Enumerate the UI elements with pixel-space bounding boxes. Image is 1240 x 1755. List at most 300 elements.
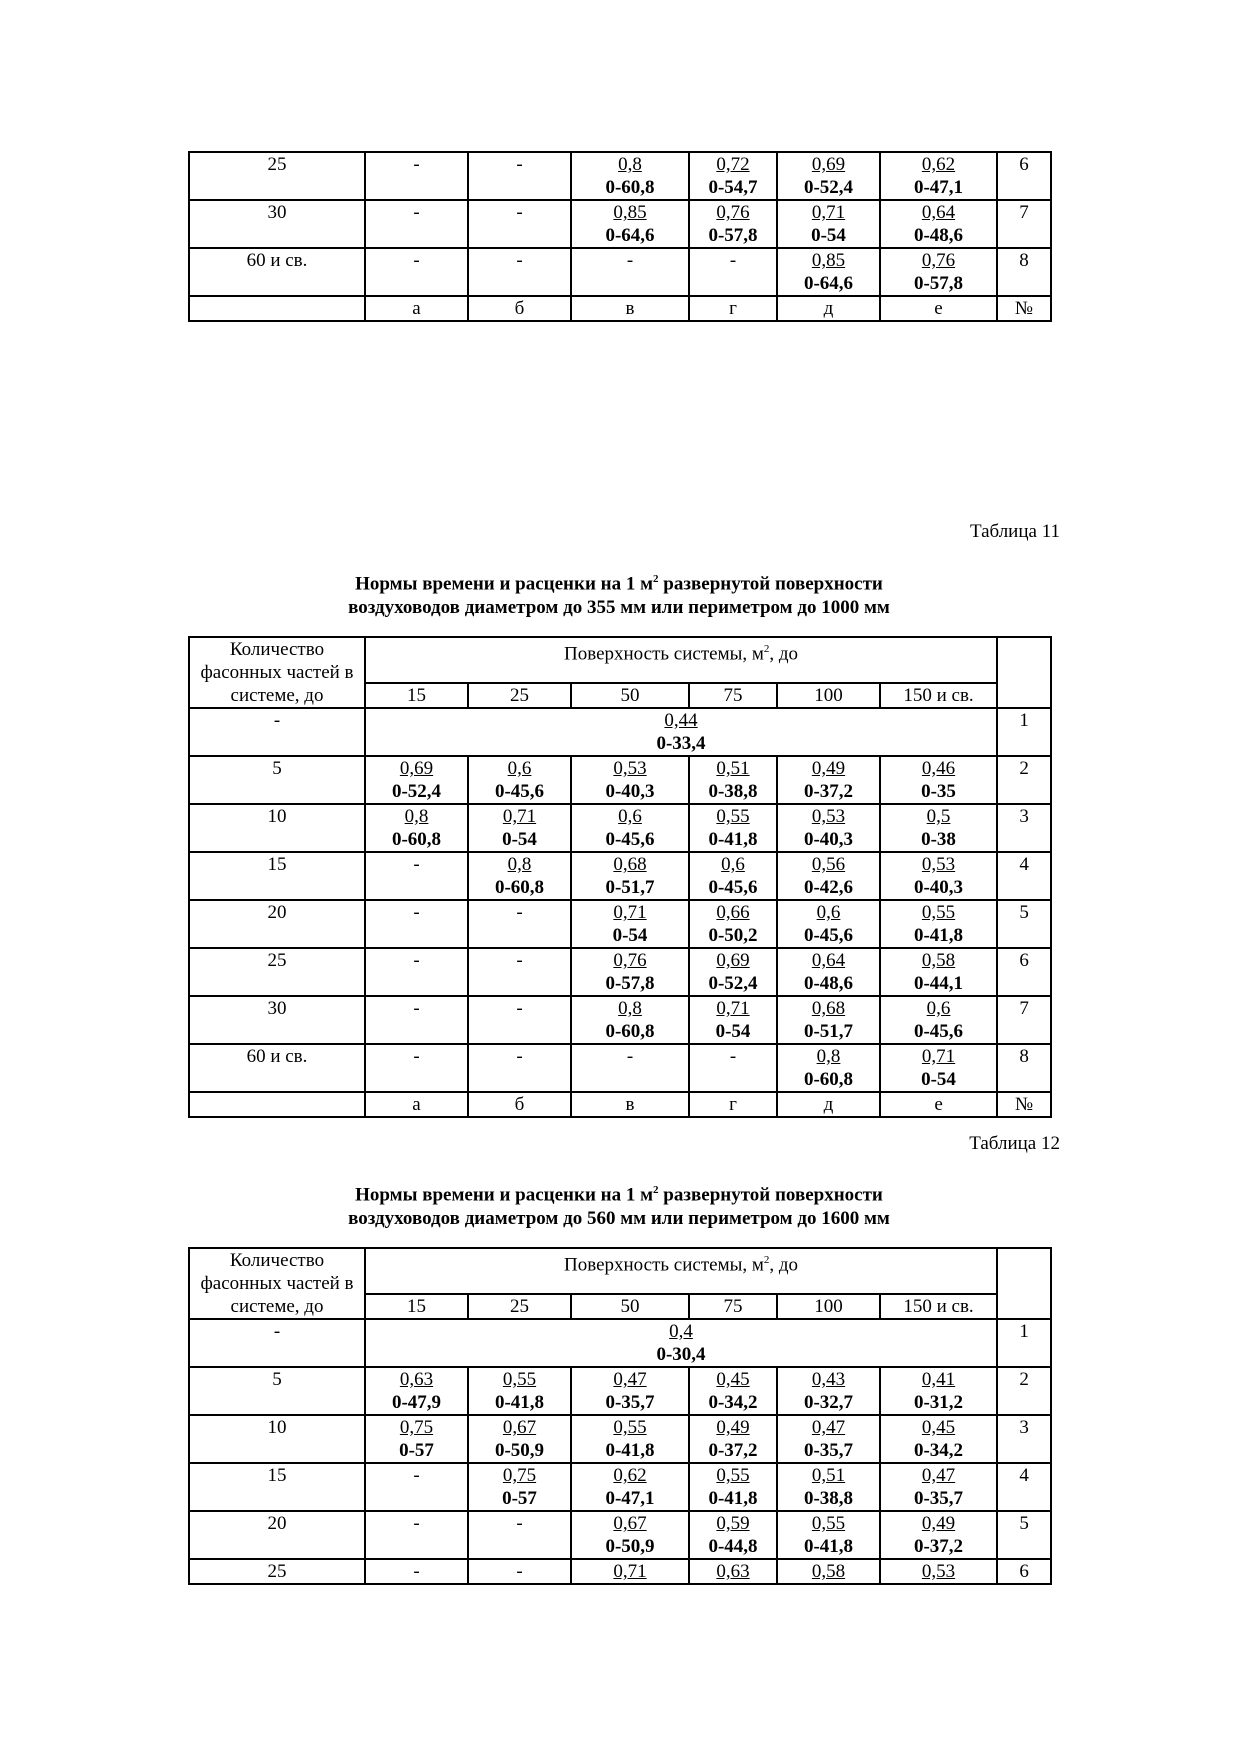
row-label: 60 и св. — [189, 1044, 365, 1092]
table-cell — [777, 804, 880, 852]
header-surface-sup: 2 — [763, 643, 770, 655]
table-11-caption: Таблица 11 — [969, 521, 1060, 542]
table-cell — [571, 996, 689, 1044]
rate-value: 0-54 — [921, 1069, 956, 1090]
table-row — [189, 996, 1051, 1044]
cell-dash: - — [626, 1046, 634, 1067]
rate-value: 0-48,6 — [913, 225, 964, 246]
rate-value: 0-57 — [399, 1440, 434, 1461]
cell-dash: - — [413, 854, 420, 875]
cell-dash: - — [516, 950, 523, 971]
column-letter: в — [571, 1092, 689, 1117]
column-letter: г — [689, 296, 777, 321]
column-letter: д — [777, 1092, 880, 1117]
cell-dash: - — [516, 250, 523, 271]
norm-time-value: 0,55 — [716, 1465, 750, 1486]
row-number: 8 — [997, 248, 1051, 296]
rate-value: 0-54,7 — [708, 177, 758, 198]
column-letter: е — [880, 296, 997, 321]
table-cell — [468, 948, 571, 996]
cell-dash: - — [413, 202, 420, 223]
rate-value: 0-45,6 — [913, 1021, 964, 1042]
norm-time-value: 0,63 — [399, 1369, 434, 1390]
norm-time-value: 0,53 — [921, 854, 956, 875]
rate-value: 0-50,9 — [605, 1536, 655, 1557]
surface-size: 25 — [468, 683, 571, 708]
rate-value: 0-52,4 — [803, 177, 854, 198]
norm-time-value: 0,44 — [664, 710, 698, 731]
norm-time-value: 0,72 — [716, 154, 750, 175]
cell-dash: - — [413, 1046, 420, 1067]
rate-value: 0-44,8 — [708, 1536, 758, 1557]
norm-time-value: 0,71 — [716, 998, 750, 1019]
rate-value: 0-35 — [921, 781, 956, 802]
rate-value: 0-54 — [502, 829, 537, 850]
rate-value: 0-54 — [612, 925, 648, 946]
norm-time-value: 0,75 — [502, 1465, 537, 1486]
table-cell — [468, 1415, 571, 1463]
rate-value: 0-34,2 — [913, 1440, 964, 1461]
column-letter: а — [365, 296, 468, 321]
row-number: 1 — [997, 708, 1051, 756]
table-cell — [880, 248, 997, 296]
norm-time-value: 0,53 — [811, 806, 846, 827]
table-row — [189, 804, 1051, 852]
table-cell — [689, 900, 777, 948]
rate-value: 0-34,2 — [708, 1392, 758, 1413]
table-cell — [689, 200, 777, 248]
table-12-caption: Таблица 12 — [969, 1133, 1060, 1154]
table-cell — [880, 200, 997, 248]
header-surface-suffix: , до — [769, 1254, 799, 1276]
table-cell — [777, 152, 880, 200]
table-cell — [365, 900, 468, 948]
rate-value: 0-57 — [502, 1488, 537, 1509]
cell-dash: - — [413, 1513, 420, 1534]
table-cell — [777, 1511, 880, 1559]
table-cell — [777, 1044, 880, 1092]
rate-value: 0-45,6 — [803, 925, 854, 946]
table-cell — [365, 248, 468, 296]
rate-value: 0-45,6 — [605, 829, 655, 850]
row-number: 7 — [997, 200, 1051, 248]
cell-dash: - — [516, 154, 523, 175]
norm-time-value: 0,46 — [921, 758, 956, 779]
table-cell — [468, 1044, 571, 1092]
norm-time-value: 0,85 — [811, 250, 846, 271]
surface-size: 75 — [689, 1294, 777, 1319]
row-number: 2 — [997, 1367, 1051, 1415]
row-number: 3 — [997, 804, 1051, 852]
rate-value: 0-64,6 — [803, 273, 854, 294]
norm-time-value: 0,53 — [613, 758, 647, 779]
table-cell — [880, 1367, 997, 1415]
rate-value: 0-50,2 — [708, 925, 758, 946]
column-letter: № — [997, 1092, 1051, 1117]
row-label: 60 и св. — [189, 248, 365, 296]
table-cell — [571, 900, 689, 948]
norm-time-value: 0,85 — [613, 202, 647, 223]
rate-value: 0-41,8 — [708, 1488, 758, 1509]
rate-value: 0-37,2 — [803, 781, 854, 802]
norm-time-value: 0,6 — [618, 806, 642, 827]
table-cell — [365, 1559, 468, 1584]
norm-time-value: 0,76 — [716, 202, 750, 223]
rate-value: 0-57,8 — [913, 273, 964, 294]
rate-value: 0-44,1 — [913, 973, 964, 994]
table-cell — [571, 248, 689, 296]
norm-time-value: 0,53 — [921, 1561, 956, 1582]
table-cell-span — [365, 708, 997, 756]
column-letter: № — [997, 296, 1051, 321]
column-letters-row — [189, 1092, 1051, 1117]
row-number: 4 — [997, 852, 1051, 900]
table-cell — [880, 756, 997, 804]
row-label: 20 — [189, 1511, 365, 1559]
table-12-title-sup: 2 — [653, 1184, 659, 1196]
table-cell — [365, 948, 468, 996]
norm-time-value: 0,71 — [502, 806, 537, 827]
table-cell — [468, 852, 571, 900]
row-number: 5 — [997, 900, 1051, 948]
norm-time-value: 0,71 — [613, 902, 647, 923]
table-cell — [571, 948, 689, 996]
norm-time-value: 0,69 — [399, 758, 434, 779]
cell-dash: - — [413, 1465, 420, 1486]
rate-value: 0-52,4 — [391, 781, 442, 802]
rate-value: 0-37,2 — [708, 1440, 758, 1461]
norm-time-value: 0,49 — [811, 758, 846, 779]
table-cell — [777, 1559, 880, 1584]
rate-value: 0-47,9 — [391, 1392, 442, 1413]
norm-time-value: 0,47 — [921, 1465, 956, 1486]
norm-time-value: 0,8 — [404, 806, 429, 827]
table-cell — [880, 948, 997, 996]
surface-size: 150 и св. — [880, 1294, 997, 1319]
row-label: 20 — [189, 900, 365, 948]
norm-time-value: 0,55 — [502, 1369, 537, 1390]
norm-time-value: 0,6 — [507, 758, 532, 779]
table-11-title-part1: Нормы времени и расценки на 1 м — [355, 573, 654, 595]
norm-time-value: 0,71 — [613, 1561, 647, 1582]
table-cell — [689, 152, 777, 200]
table-cell — [689, 1367, 777, 1415]
rate-value: 0-41,8 — [605, 1440, 655, 1461]
table-cell — [468, 200, 571, 248]
cell-dash: - — [413, 1561, 420, 1582]
table-cell — [571, 1511, 689, 1559]
rate-value: 0-51,7 — [803, 1021, 854, 1042]
rate-value: 0-60,8 — [605, 1021, 655, 1042]
column-letter: б — [468, 1092, 571, 1117]
letter-empty — [189, 296, 365, 321]
rate-value: 0-41,8 — [913, 925, 964, 946]
table-11-body — [189, 637, 1051, 1117]
rate-value: 0-60,8 — [605, 177, 655, 198]
rate-value: 0-47,1 — [605, 1488, 655, 1509]
rate-value: 0-35,7 — [913, 1488, 964, 1509]
column-letter: г — [689, 1092, 777, 1117]
table-12 — [188, 1247, 1052, 1585]
norm-time-value: 0,47 — [811, 1417, 846, 1438]
table-cell — [468, 756, 571, 804]
table-cell — [365, 200, 468, 248]
norm-time-value: 0,69 — [811, 154, 846, 175]
table-cell — [571, 152, 689, 200]
norm-time-value: 0,62 — [613, 1465, 647, 1486]
rate-value: 0-42,6 — [803, 877, 854, 898]
norm-time-value: 0,8 — [816, 1046, 841, 1067]
rate-value: 0-64,6 — [605, 225, 655, 246]
row-number: 5 — [997, 1511, 1051, 1559]
table-cell — [880, 1463, 997, 1511]
norm-time-value: 0,8 — [618, 998, 642, 1019]
norm-time-value: 0,75 — [399, 1417, 434, 1438]
norm-time-value: 0,45 — [921, 1417, 956, 1438]
row-label: 30 — [189, 996, 365, 1044]
cell-dash: - — [516, 1046, 523, 1067]
cell-dash: - — [516, 202, 523, 223]
table-row — [189, 852, 1051, 900]
surface-size: 50 — [571, 1294, 689, 1319]
cell-dash: - — [516, 1561, 523, 1582]
surface-size: 75 — [689, 683, 777, 708]
table-cell — [777, 900, 880, 948]
table-cell — [777, 1463, 880, 1511]
table-row-all-sizes — [189, 1319, 1051, 1367]
table-cell — [571, 756, 689, 804]
table-11-header-row — [189, 637, 1051, 683]
rate-value: 0-40,3 — [605, 781, 655, 802]
table-cell — [689, 804, 777, 852]
rate-value: 0-37,2 — [913, 1536, 964, 1557]
norm-time-value: 0,55 — [716, 806, 750, 827]
table-11-title-line2: воздуховодов диаметром до 355 мм или периметром до 1000 мм — [348, 597, 890, 619]
norm-time-value: 0,58 — [811, 1561, 846, 1582]
table-cell — [689, 1559, 777, 1584]
table-cell — [880, 996, 997, 1044]
norm-time-value: 0,41 — [921, 1369, 956, 1390]
table-12-title-part2: развернутой поверхности — [658, 1184, 883, 1206]
table-row — [189, 1559, 1051, 1584]
table-cell — [880, 900, 997, 948]
header-surface — [365, 637, 997, 683]
table-row — [189, 1415, 1051, 1463]
table-cell — [777, 200, 880, 248]
table-cell — [468, 248, 571, 296]
header-surface-suffix: , до — [769, 643, 799, 665]
column-letter: а — [365, 1092, 468, 1117]
cell-dash: - — [729, 1046, 737, 1067]
row-label: 15 — [189, 852, 365, 900]
header-num-empty — [997, 1248, 1051, 1319]
table-cell — [689, 1463, 777, 1511]
norm-time-value: 0,51 — [716, 758, 750, 779]
table-cell — [365, 804, 468, 852]
table-11-title-part2: развернутой поверхности — [658, 573, 883, 595]
header-surface-sup: 2 — [763, 1254, 770, 1266]
table-12-title-line2: воздуховодов диаметром до 560 мм или периметром до 1600 мм — [348, 1208, 890, 1230]
norm-time-value: 0,49 — [716, 1417, 750, 1438]
norm-time-value: 0,55 — [811, 1513, 846, 1534]
norm-time-value: 0,49 — [921, 1513, 956, 1534]
row-label: 25 — [189, 1559, 365, 1584]
table-row — [189, 152, 1051, 200]
table-cell — [571, 1559, 689, 1584]
cell-dash: - — [516, 1513, 523, 1534]
norm-time-value: 0,47 — [613, 1369, 647, 1390]
table-cell — [468, 1559, 571, 1584]
table-cell — [689, 1044, 777, 1092]
rate-value: 0-41,8 — [708, 829, 758, 850]
table-cell — [777, 1367, 880, 1415]
table-cell — [777, 1415, 880, 1463]
table-row — [189, 200, 1051, 248]
cell-dash: - — [729, 250, 737, 271]
rate-value: 0-32,7 — [803, 1392, 854, 1413]
row-label: 25 — [189, 948, 365, 996]
cell-dash: - — [413, 902, 420, 923]
rate-value: 0-41,8 — [803, 1536, 854, 1557]
norm-time-value: 0,64 — [811, 950, 846, 971]
table-cell — [468, 152, 571, 200]
header-surface — [365, 1248, 997, 1294]
norm-time-value: 0,5 — [926, 806, 951, 827]
norm-time-value: 0,66 — [716, 902, 750, 923]
rate-value: 0-52,4 — [708, 973, 758, 994]
norm-time-value: 0,45 — [716, 1369, 750, 1390]
row-number: 7 — [997, 996, 1051, 1044]
norm-time-value: 0,67 — [613, 1513, 647, 1534]
table-cell — [468, 1367, 571, 1415]
header-count: Количество фасонных частей в системе, до — [189, 637, 365, 708]
rate-value: 0-31,2 — [913, 1392, 964, 1413]
rate-value: 0-33,4 — [656, 733, 706, 754]
norm-time-value: 0,68 — [811, 998, 846, 1019]
row-label: - — [189, 1319, 365, 1367]
norm-time-value: 0,71 — [811, 202, 846, 223]
row-number: 8 — [997, 1044, 1051, 1092]
table-row — [189, 1463, 1051, 1511]
rate-value: 0-54 — [715, 1021, 751, 1042]
row-number: 6 — [997, 948, 1051, 996]
rate-value: 0-38,8 — [708, 781, 758, 802]
rate-value: 0-38,8 — [803, 1488, 854, 1509]
norm-time-value: 0,76 — [613, 950, 647, 971]
table-cell — [571, 852, 689, 900]
norm-time-value: 0,8 — [507, 854, 532, 875]
table-cell-span — [365, 1319, 997, 1367]
table-cell — [571, 200, 689, 248]
table-cell — [365, 996, 468, 1044]
header-count: Количество фасонных частей в системе, до — [189, 1248, 365, 1319]
table-cell — [365, 1044, 468, 1092]
rate-value: 0-47,1 — [913, 177, 964, 198]
table-11-title-sup: 2 — [653, 573, 659, 585]
row-label: 15 — [189, 1463, 365, 1511]
table-cell — [880, 1415, 997, 1463]
table-cell — [365, 756, 468, 804]
rate-value: 0-45,6 — [494, 781, 545, 802]
rate-value: 0-30,4 — [656, 1344, 706, 1365]
header-num-empty — [997, 637, 1051, 708]
table-cell — [468, 996, 571, 1044]
norm-time-value: 0,67 — [502, 1417, 537, 1438]
table-cell — [880, 1044, 997, 1092]
row-number: 6 — [997, 152, 1051, 200]
column-letter: д — [777, 296, 880, 321]
norm-time-value: 0,63 — [716, 1561, 750, 1582]
surface-size: 50 — [571, 683, 689, 708]
table-row — [189, 756, 1051, 804]
norm-time-value: 0,8 — [618, 154, 642, 175]
table-cell — [365, 1415, 468, 1463]
norm-time-value: 0,71 — [921, 1046, 956, 1067]
cell-dash: - — [626, 250, 634, 271]
norm-time-value: 0,56 — [811, 854, 846, 875]
table-row — [189, 1511, 1051, 1559]
row-label: 10 — [189, 1415, 365, 1463]
row-label: 30 — [189, 200, 365, 248]
table-cell — [365, 1511, 468, 1559]
norm-time-value: 0,55 — [613, 1417, 647, 1438]
table-cell — [468, 804, 571, 852]
surface-size: 15 — [365, 683, 468, 708]
table-cell — [468, 900, 571, 948]
table-row — [189, 948, 1051, 996]
table-cell — [880, 852, 997, 900]
table-cell — [689, 852, 777, 900]
row-label: 5 — [189, 756, 365, 804]
table-cell — [777, 948, 880, 996]
table-row — [189, 900, 1051, 948]
column-letter: в — [571, 296, 689, 321]
rate-value: 0-41,8 — [494, 1392, 545, 1413]
row-label: - — [189, 708, 365, 756]
table-cell — [365, 852, 468, 900]
rate-value: 0-60,8 — [391, 829, 442, 850]
rate-value: 0-60,8 — [494, 877, 545, 898]
table-cell — [468, 1511, 571, 1559]
table-cell — [777, 248, 880, 296]
table-row — [189, 248, 1051, 296]
table-cell — [689, 248, 777, 296]
norm-time-value: 0,64 — [921, 202, 956, 223]
header-surface-text: Поверхность системы, м — [564, 643, 764, 665]
norm-time-value: 0,68 — [613, 854, 647, 875]
row-number: 1 — [997, 1319, 1051, 1367]
table-cell — [777, 852, 880, 900]
row-number: 4 — [997, 1463, 1051, 1511]
table-cell — [365, 1367, 468, 1415]
table-row — [189, 1367, 1051, 1415]
rate-value: 0-57,8 — [708, 225, 758, 246]
cell-dash: - — [413, 998, 420, 1019]
norm-time-value: 0,69 — [716, 950, 750, 971]
surface-size: 100 — [777, 683, 880, 708]
rate-value: 0-35,7 — [605, 1392, 655, 1413]
rate-value: 0-54 — [811, 225, 846, 246]
table-cell — [689, 1511, 777, 1559]
cell-dash: - — [413, 250, 420, 271]
table-12-title-part1: Нормы времени и расценки на 1 м — [355, 1184, 654, 1206]
norm-time-value: 0,59 — [716, 1513, 750, 1534]
surface-size: 150 и св. — [880, 683, 997, 708]
table-11-title — [188, 567, 1050, 620]
table-cell — [777, 996, 880, 1044]
table-cell — [571, 1367, 689, 1415]
rate-value: 0-57,8 — [605, 973, 655, 994]
